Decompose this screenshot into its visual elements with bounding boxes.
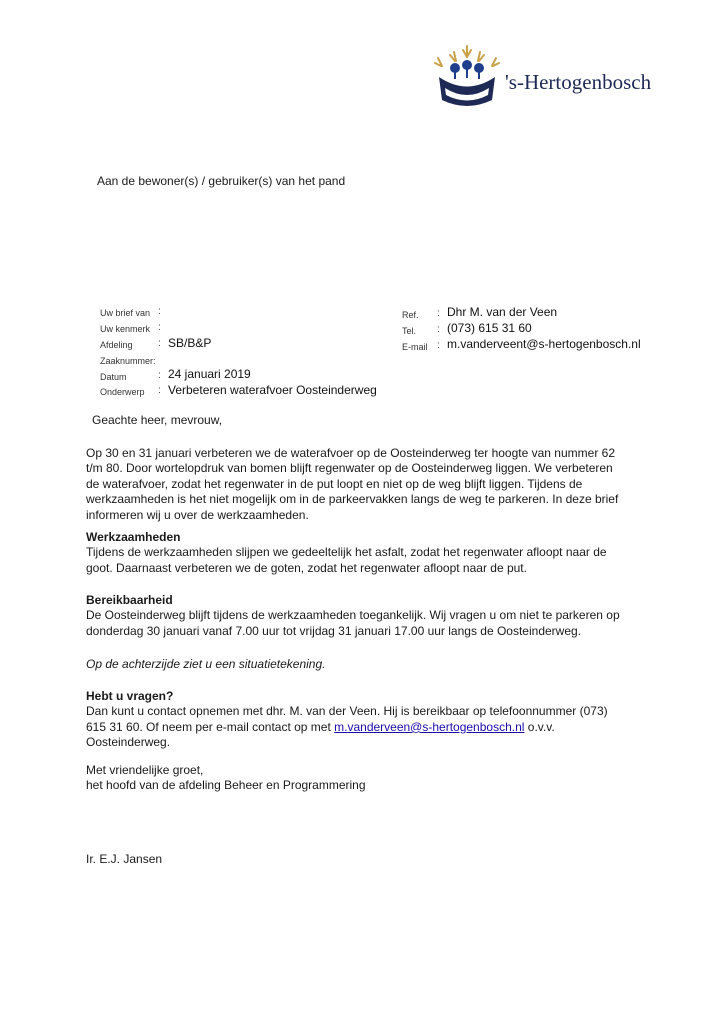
- text-segment: 615 31 60. Of neem per e-mail contact op met: [86, 719, 335, 734]
- meta-label-department: Afdeling: [100, 340, 133, 350]
- meta-label-date: Datum: [100, 372, 127, 382]
- section-heading: Hebt u vragen?: [86, 689, 174, 703]
- meta-value-subject: Verbeteren waterafvoer Oosteinderweg: [168, 383, 377, 397]
- meta-label-your-letter: Uw brief van: [100, 308, 151, 318]
- meta-colon: :: [158, 385, 161, 396]
- paragraph-line: de waterafvoer, zodat het regenwater in de put loopt en niet op de weg blijft liggen. Tijdens de: [86, 476, 583, 491]
- meta-colon: :: [437, 340, 440, 351]
- meta-value-ref: Dhr M. van der Veen: [447, 305, 558, 319]
- paragraph-line: t/m 80. Door wortelopdruk van bomen blijft regenwater op de Oosteinderweg liggen. We verbeteren: [86, 461, 613, 476]
- signatory: Ir. E.J. Jansen: [86, 852, 163, 866]
- meta-colon: :: [437, 308, 440, 319]
- meta-value-email: m.vanderveent@s-hertogenbosch.nl: [447, 337, 641, 351]
- salutation: Geachte heer, mevrouw,: [92, 413, 223, 427]
- meta-colon: :: [437, 324, 440, 335]
- meta-colon: :: [158, 370, 161, 381]
- section-access: [86, 593, 646, 639]
- section-questions: [86, 689, 646, 751]
- section-work: [86, 530, 646, 576]
- crown-logo-icon: [432, 44, 502, 116]
- paragraph-line: donderdag 30 januari vanaf 7.00 uur tot vrijdag 31 januari 17.00 uur langs de Oosteinderweg.: [86, 623, 582, 638]
- paragraph-line: Oosteinderweg.: [86, 735, 171, 750]
- meta-colon: :: [158, 306, 161, 317]
- paragraph-line: goot. Daarnaast verbeteren we de goten, zodat het regenwater afloopt naar de put.: [86, 560, 527, 575]
- sender-role: het hoofd van de afdeling Beheer en Programmering: [86, 778, 366, 793]
- paragraph-line: informeren wij u over de werkzaamheden.: [86, 507, 309, 522]
- meta-value-department: SB/B&P: [168, 336, 212, 350]
- meta-label-email: E-mail: [402, 342, 428, 352]
- paragraph-line: werkzaamheden is het niet mogelijk om in de parkeervakken langs de weg te parkeren. In deze brief: [86, 492, 619, 507]
- meta-label-case-number: Zaaknummer:: [100, 356, 156, 366]
- intro-paragraph: [86, 446, 646, 523]
- meta-colon: :: [158, 338, 161, 349]
- situation-note: Op de achterzijde ziet u een situatietekening.: [86, 657, 326, 671]
- paragraph-line: Op 30 en 31 januari verbeteren we de waterafvoer op de Oosteinderweg ter hoogte van nummer 62: [86, 446, 615, 460]
- section-heading: Werkzaamheden: [86, 530, 181, 544]
- meta-value-phone: (073) 615 31 60: [447, 321, 532, 335]
- addressee-line: Aan de bewoner(s) / gebruiker(s) van het pand: [97, 174, 346, 188]
- section-heading: Bereikbaarheid: [86, 593, 173, 607]
- paragraph-line: [86, 720, 646, 735]
- brand-name: 's-Hertogenbosch: [505, 70, 652, 94]
- email-link[interactable]: m.vanderveen@s-hertogenbosch.nl: [334, 719, 525, 734]
- closing: [86, 763, 646, 794]
- meta-label-subject: Onderwerp: [100, 387, 145, 397]
- paragraph-line: Tijdens de werkzaamheden slijpen we gedeeltelijk het asfalt, zodat het regenwater afloopt naar de: [86, 545, 607, 560]
- closing-greeting: Met vriendelijke groet,: [86, 763, 204, 777]
- paragraph-line: De Oosteinderweg blijft tijdens de werkzaamheden toegankelijk. Wij vragen u om niet te parkeren op: [86, 608, 620, 623]
- meta-label-ref: Ref.: [402, 310, 419, 320]
- meta-colon: :: [158, 322, 161, 333]
- paragraph-line: Dan kunt u contact opnemen met dhr. M. van der Veen. Hij is bereikbaar op telefoonnummer (073): [86, 704, 608, 719]
- meta-value-date: 24 januari 2019: [168, 367, 251, 381]
- meta-label-phone: Tel.: [402, 326, 417, 336]
- meta-label-your-reference: Uw kenmerk: [100, 324, 151, 334]
- text-segment: o.v.v.: [524, 719, 555, 734]
